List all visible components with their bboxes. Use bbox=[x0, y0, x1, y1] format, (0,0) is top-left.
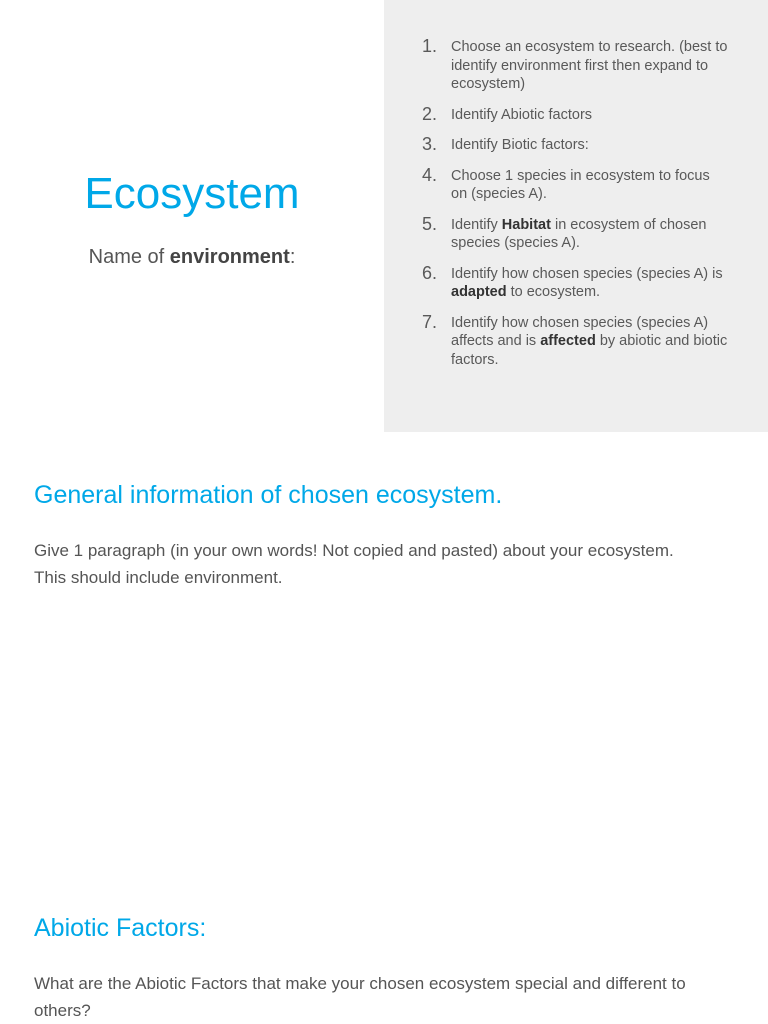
step-text: Identify how chosen species (species A) is bbox=[451, 265, 723, 282]
environment-suffix: : bbox=[289, 246, 296, 268]
step-number: 4. bbox=[422, 164, 438, 185]
step-item bbox=[384, 311, 768, 370]
environment-label: environment bbox=[169, 246, 290, 268]
step-item bbox=[384, 213, 768, 253]
step-text: Choose 1 species in ecosystem to focus on (species A). bbox=[451, 167, 710, 202]
step-text: Identify how chosen species (species A) affects and is bbox=[451, 314, 709, 349]
general-info-text: Give 1 paragraph (in your own words! Not copied and pasted) about your ecosystem. This should include environment. bbox=[34, 541, 674, 587]
step-text: in ecosystem of chosen species (species A). bbox=[451, 216, 707, 251]
page-title: Ecosystem bbox=[84, 169, 300, 218]
step-number: 7. bbox=[422, 311, 438, 332]
step-text: Identify Abiotic factors bbox=[451, 106, 593, 123]
step-text: Choose an ecosystem to research. (best to identify environment first then expand to ecosystem) bbox=[451, 39, 728, 92]
step-number: 3. bbox=[422, 134, 438, 154]
step-emphasis: adapted bbox=[451, 284, 507, 300]
abiotic-factors-text: What are the Abiotic Factors that make your chosen ecosystem special and different to others? bbox=[34, 974, 686, 1020]
step-number: 1. bbox=[422, 36, 438, 56]
step-emphasis: Habitat bbox=[501, 216, 551, 233]
step-text: Identify Biotic factors: bbox=[451, 137, 589, 153]
step-text: Identify bbox=[451, 216, 502, 233]
step-text: to ecosystem. bbox=[506, 284, 601, 300]
title-area bbox=[0, 0, 384, 432]
step-item bbox=[384, 38, 768, 94]
steps-panel bbox=[384, 0, 768, 432]
step-number: 2. bbox=[422, 103, 438, 124]
step-text: by abiotic and biotic factors. bbox=[451, 333, 728, 368]
step-item bbox=[384, 103, 768, 125]
step-number: 6. bbox=[422, 262, 438, 283]
environment-prefix: Name of bbox=[88, 246, 170, 268]
step-item bbox=[384, 164, 768, 204]
steps-list bbox=[384, 38, 768, 381]
step-emphasis: affected bbox=[540, 333, 596, 349]
abiotic-factors-heading: Abiotic Factors: bbox=[34, 914, 207, 942]
general-info-heading: General information of chosen ecosystem. bbox=[34, 481, 503, 509]
step-item bbox=[384, 262, 768, 302]
environment-name-line bbox=[0, 244, 384, 270]
step-item bbox=[384, 136, 768, 155]
step-number: 5. bbox=[422, 213, 438, 234]
